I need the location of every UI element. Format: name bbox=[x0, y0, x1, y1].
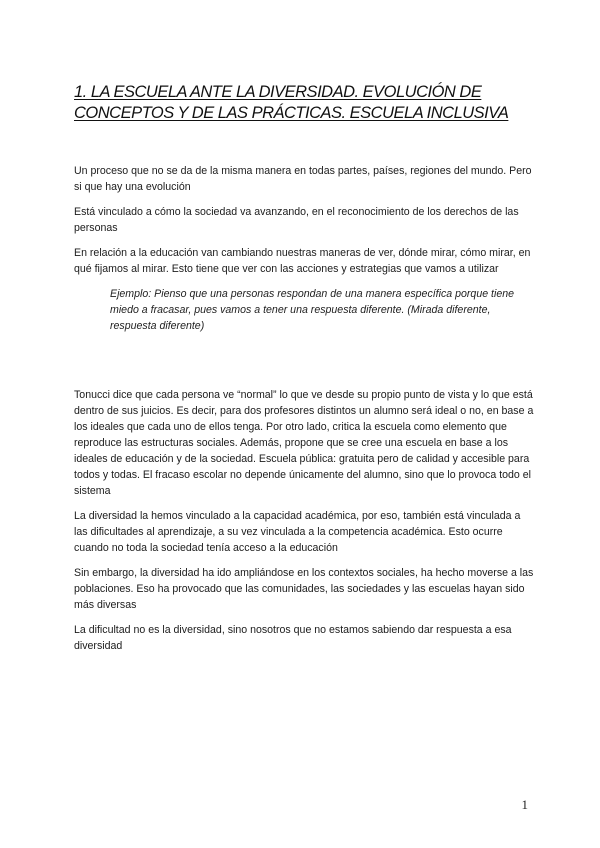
page-title: 1. LA ESCUELA ANTE LA DIVERSIDAD. EVOLUCIÓN DE CONCEPTOS Y DE LAS PRÁCTICAS. ESCUELA INCLUSIVA bbox=[74, 83, 509, 122]
example-quote: Ejemplo: Pienso que una personas respondan de una manera específica porque tiene miedo a fracasar, pues vamos a tener una respuesta diferente. (Mirada diferente, respuesta diferente) bbox=[110, 288, 515, 332]
paragraph: Sin embargo, la diversidad ha ido ampliándose en los contextos sociales, ha hecho moverse a las poblaciones. Eso ha provocado que las comunidades, las sociedades y las escuelas hayan sido más diversas bbox=[74, 567, 534, 611]
paragraph: Un proceso que no se da de la misma manera en todas partes, países, regiones del mundo. Pero si que hay una evolución bbox=[74, 165, 532, 193]
paragraph: En relación a la educación van cambiando nuestras maneras de ver, dónde mirar, cómo mirar, en qué fijamos al mirar. Esto tiene que ver con las acciones y estrategias que vamos a utilizar bbox=[74, 247, 531, 275]
paragraph: La diversidad la hemos vinculado a la capacidad académica, por eso, también está vinculada a las dificultades al aprendizaje, a su vez vinculada a la competencia académica. Esto ocurre cuando no toda la sociedad tenía acceso a la educación bbox=[74, 510, 521, 554]
page-number: 1 bbox=[521, 797, 528, 812]
paragraph: Tonucci dice que cada persona ve “normal” lo que ve desde su propio punto de vista y lo que está dentro de sus juicios. Es decir, para dos profesores distintos un alumno será ideal o no, en base a los ideales que cada uno de ellos tenga. Por otro lado, critica la escuela como elemento que reproduce las estructuras sociales. Además, propone que se cree una escuela en base a los ideales de educación y de la sociedad. Escuela pública: gratuita pero de calidad y accesible para todos y todas. El fracaso escolar no depende únicamente del alumno, sino que lo provoca todo el sistema bbox=[74, 389, 534, 497]
paragraph: Está vinculado a cómo la sociedad va avanzando, en el reconocimiento de los derechos de las personas bbox=[74, 206, 519, 234]
body-text bbox=[74, 163, 536, 663]
paragraph: La dificultad no es la diversidad, sino nosotros que no estamos sabiendo dar respuesta a esa diversidad bbox=[74, 624, 512, 652]
